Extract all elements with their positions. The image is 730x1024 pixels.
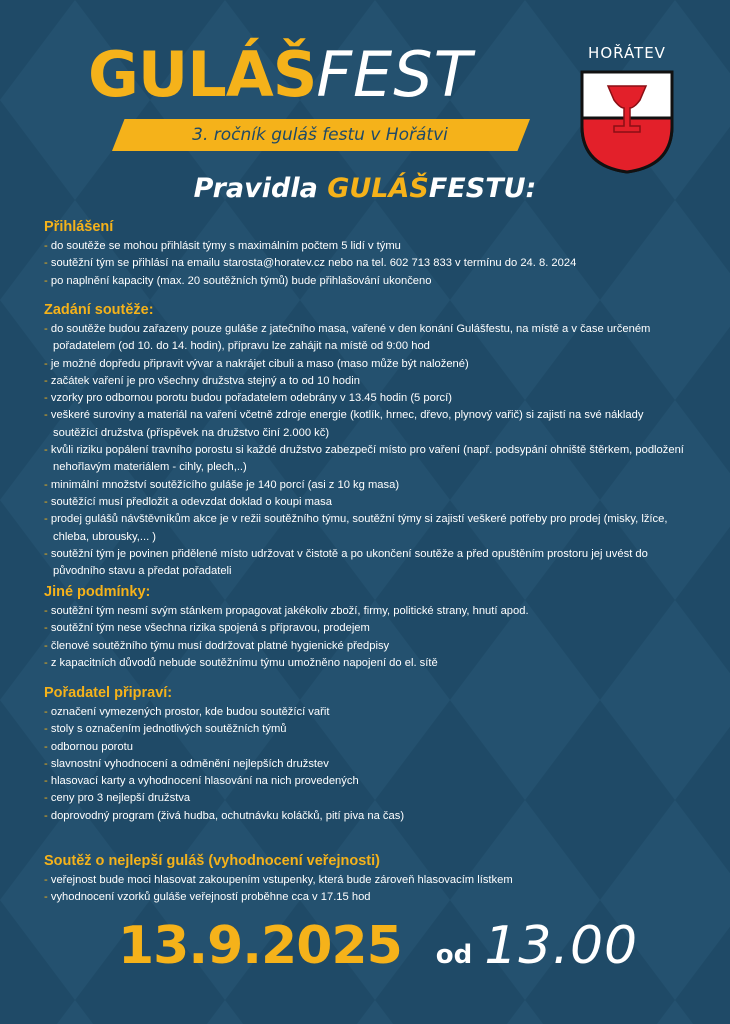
event-from-label: od: [435, 940, 473, 970]
section-public-vote: [44, 852, 684, 907]
list-item: - do soutěže se mohou přihlásit týmy s maximálním počtem 5 lidí v týmu: [44, 238, 684, 255]
rules-title-highlight: GULÁŠ: [327, 173, 429, 204]
event-date-line: [118, 916, 638, 976]
list-item: - začátek vaření je pro všechny družstva stejný a to od 10 hodin: [44, 373, 684, 390]
list-item: - kvůli riziku popálení travního porostu si každé družstvo zabezpečí místo pro vaření (např. podsypání ohniště štěrkem, podložení nehořlavým materiálem - cihly, plech,..): [44, 442, 684, 477]
section-heading: Pořadatel připraví:: [44, 685, 173, 701]
section-list: [44, 238, 684, 290]
list-item: - soutěžní tým nese všechna rizika spojená s přípravou, prodejem: [44, 620, 684, 637]
list-item: - označení vymezených prostor, kde budou soutěžící vařit: [44, 704, 684, 721]
section-other-conditions: [44, 583, 684, 672]
section-list: [44, 603, 684, 672]
section-heading: Přihlášení: [44, 219, 114, 235]
list-item: - doprovodný program (živá hudba, ochutnávku koláčků, pití piva na čas): [44, 808, 684, 825]
list-item: - po naplnění kapacity (max. 20 soutěžních týmů) bude přihlašování ukončeno: [44, 273, 684, 290]
section-assignment: [44, 301, 684, 580]
rules-title-suffix: FESTU:: [428, 173, 537, 204]
list-item: - soutěžní tým je povinen přidělené místo udržovat v čistotě a po ukončení soutěže a před opuštěním prostoru jej uvést do původního stavu a předat pořadateli: [44, 546, 684, 581]
list-item: - veřejnost bude moci hlasovat zakoupením vstupenky, která bude zároveň hlasovacím lístkem: [44, 872, 684, 889]
logo-fest-text: FEST: [316, 38, 473, 111]
list-item: - hlasovací karty a vyhodnocení hlasování na nich provedených: [44, 773, 684, 790]
list-item: - do soutěže budou zařazeny pouze guláše z jatečního masa, vařené v den konání Gulášfestu, na místě a v čase určeném pořadatelem (od 10. do 14. hodin), přípravu lze zahájit na místě od 9:00 hod: [44, 321, 684, 356]
list-item: - soutěžní tým nesmí svým stánkem propagovat jakékoliv zboží, firmy, politické strany, hnutí apod.: [44, 603, 684, 620]
list-item: - z kapacitních důvodů nebude soutěžnímu týmu umožněno napojení do el. sítě: [44, 655, 684, 672]
town-name: HOŘÁTEV: [588, 44, 666, 62]
section-registration: [44, 218, 684, 290]
town-crest-icon: [578, 68, 676, 176]
list-item: - slavnostní vyhodnocení a odměnění nejlepších družstev: [44, 756, 684, 773]
list-item: - vzorky pro odbornou porotu budou pořadatelem odebrány v 13.45 hodin (5 porcí): [44, 390, 684, 407]
list-item: - členové soutěžního týmu musí dodržovat platné hygienické předpisy: [44, 638, 684, 655]
list-item: - minimální množství soutěžícího guláše je 140 porcí (asi z 10 kg masa): [44, 477, 684, 494]
section-heading: Jiné podmínky:: [44, 584, 151, 600]
section-organizer: [44, 684, 684, 825]
gulasfest-logo: [88, 38, 473, 111]
section-list: [44, 872, 684, 907]
section-list: [44, 321, 684, 580]
logo-gulas-text: GULÁŠ: [88, 38, 317, 111]
list-item: - stoly s označením jednotlivých soutěžních týmů: [44, 721, 684, 738]
event-date: 13.9.2025: [118, 916, 402, 976]
section-heading: Zadání soutěže:: [44, 302, 154, 318]
section-heading: Soutěž o nejlepší guláš (vyhodnocení veřejnosti): [44, 853, 380, 869]
list-item: - odbornou porotu: [44, 739, 684, 756]
list-item: - vyhodnocení vzorků guláše veřejností proběhne cca v 17.15 hod: [44, 889, 684, 906]
list-item: - veškeré suroviny a materiál na vaření včetně zdroje energie (kotlík, hrnec, dřevo, plynový vařič) si zajistí na své náklady soutěžící družstva (příspěvek na družstvo činí 2.000 kč): [44, 407, 684, 442]
rules-title-prefix: Pravidla: [193, 173, 328, 204]
list-item: - ceny pro 3 nejlepší družstva: [44, 790, 684, 807]
rules-title: [0, 172, 730, 206]
list-item: - soutěžící musí předložit a odevzdat doklad o koupi masa: [44, 494, 684, 511]
list-item: - prodej gulášů návštěvníkům akce je v režii soutěžního týmu, soutěžní týmy si zajistí veškeré potřeby pro prodej (misky, lžíce, chleba, ubrousky,... ): [44, 511, 684, 546]
event-time: 13.00: [484, 916, 639, 976]
event-subtitle: 3. ročník guláš festu v Hořátvi: [192, 125, 448, 145]
list-item: - soutěžní tým se přihlásí na emailu starosta@horatev.cz nebo na tel. 602 713 833 v termínu do 24. 8. 2024: [44, 255, 684, 272]
section-list: [44, 704, 684, 825]
list-item: - je možné dopředu připravit vývar a nakrájet cibuli a maso (maso může být naložené): [44, 356, 684, 373]
